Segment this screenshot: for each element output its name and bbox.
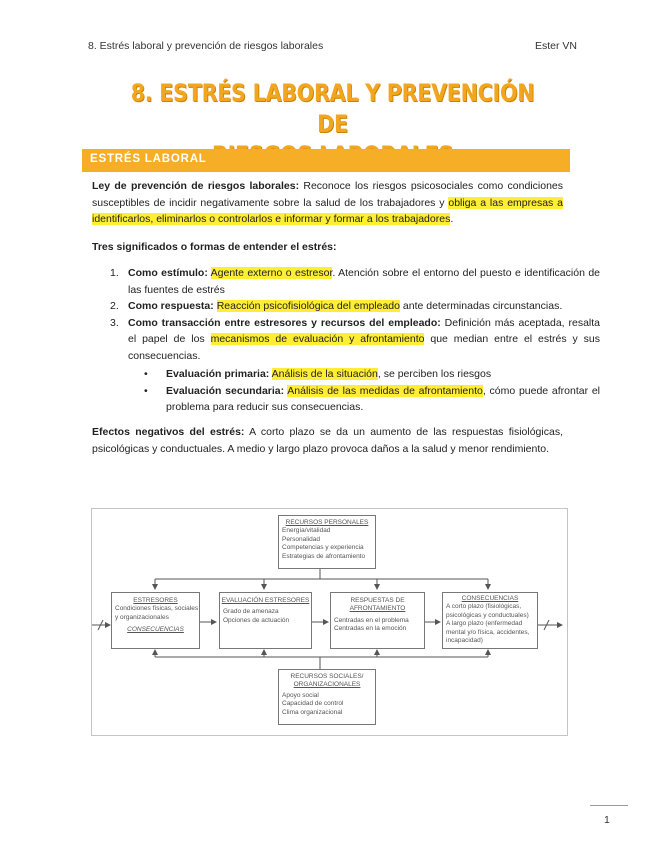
effects-paragraph [92, 424, 563, 457]
box-item: Estrategias de afrontamiento [282, 552, 366, 560]
box-item: Centradas en la emoción [334, 625, 407, 633]
box-item: incapacidad) [446, 637, 483, 645]
effects-label: Efectos negativos del estrés: [92, 426, 245, 438]
meanings-list [92, 265, 600, 416]
evaluation-highlight: Análisis de la situación [271, 368, 378, 380]
box-title: AFRONTAMIENTO [349, 605, 406, 613]
page-title-line1: 8. ESTRÉS LABORAL Y PREVENCIÓN DE [130, 79, 535, 138]
law-highlight: obliga a las empresas a identificarlos, eliminarlos o controlarlos e informar y formar a los trabajadores [92, 196, 563, 225]
box-item: Apoyo social [282, 691, 319, 699]
box-title: EVALUACIÓN ESTRESORES [221, 597, 310, 604]
meanings-heading-text: Tres significados o formas de entender el estrés: [92, 241, 337, 253]
evaluation-highlight: Análisis de las medidas de afrontamiento [287, 384, 483, 397]
law-end: . [450, 213, 454, 225]
meaning-text: Definición más aceptada, resalta el papel de los [128, 316, 600, 345]
list-item [110, 298, 600, 315]
meaning-text: ante determinadas circunstancias. [399, 300, 563, 312]
box-title: RECURSOS SOCIALES/ [290, 673, 364, 680]
evaluation-item [166, 366, 600, 383]
box-item: Clima organizacional [282, 708, 343, 716]
box-title: ORGANIZACIONALES [293, 681, 361, 689]
box-item: Condiciones físicas, sociales [115, 605, 199, 613]
footer-rule [590, 805, 628, 806]
stress-model-diagram [91, 508, 568, 736]
list-number: 2. [110, 300, 119, 312]
evaluation-list [128, 366, 600, 416]
box-item: Competencias y experiencia [282, 544, 364, 552]
evaluation-text: , se perciben los riesgos [377, 368, 492, 380]
list-item [110, 315, 600, 416]
evaluation-label: Evaluación secundaria: [166, 384, 285, 397]
box-title: ESTRESORES [133, 597, 178, 604]
meaning-highlight: Reacción psicofisiológica del empleado [216, 300, 400, 312]
box-item: Capacidad de control [282, 700, 344, 708]
box-item: Opciones de actuación [223, 616, 290, 624]
law-text: Reconoce los riesgos psicosociales como condiciones susceptibles de incidir negativamente sobre la salud de los trabajadores y [92, 180, 564, 209]
meaning-text-after: que median entre el estrés y sus consecuencias. [128, 333, 600, 362]
box-title: CONSECUENCIAS [461, 595, 519, 602]
effects-text: A corto plazo se da un aumento de las respuestas fisiológicas, psicológicas y conductuales. A medio y largo plazo provoca daños a la salud y menor rendimiento. [92, 426, 563, 455]
personal-resources-box [278, 515, 376, 569]
evaluation-item [166, 383, 600, 416]
box-title: RESPUESTAS DE [350, 597, 405, 604]
section-heading: ESTRÉS LABORAL [90, 153, 207, 165]
box-item: Centradas en el problema [334, 616, 409, 624]
evaluation-label: Evaluación primaria: [166, 368, 270, 380]
box-item: A largo plazo (enfermedad [446, 620, 523, 628]
law-paragraph [92, 178, 563, 228]
running-header [88, 40, 577, 52]
meaning-text: . Atención sobre el entorno del puesto e identificación de las fuentes de estrés [128, 267, 600, 296]
meanings-heading [92, 239, 563, 256]
box-item: mental y/o física, accidentes, [446, 628, 530, 636]
list-number: 3. [110, 316, 119, 329]
meaning-label: Como transacción entre estresores y recursos del empleado: [128, 316, 441, 329]
social-resources-box [278, 669, 376, 725]
box-item: Personalidad [282, 535, 320, 543]
box-item: y organizacionales [115, 613, 169, 621]
header-chapter: 8. Estrés laboral y prevención de riesgos laborales [88, 40, 324, 52]
coping-box [330, 592, 425, 649]
meaning-label: Como estímulo: [128, 267, 208, 279]
evaluation-box [219, 592, 312, 649]
meaning-label: Como respuesta: [128, 300, 214, 312]
box-title: RECURSOS PERSONALES [285, 519, 369, 526]
law-label: Ley de prevención de riesgos laborales: [92, 180, 300, 192]
evaluation-text: , cómo puede afrontar el problema para reducir sus consecuencias. [166, 384, 600, 413]
box-item: A corto plazo (fisiológicas, [446, 603, 522, 611]
box-footer: CONSECUENCIAS [127, 626, 184, 634]
box-item: psicológicas y conductuales) [446, 611, 529, 619]
stressors-box [111, 592, 200, 649]
section-heading-bar [82, 149, 570, 172]
list-item [110, 265, 600, 298]
header-author: Ester VN [534, 40, 577, 52]
box-item: Grado de amenaza [223, 608, 279, 616]
list-number: 1. [110, 267, 119, 279]
meaning-highlight: Agente externo o estresor [210, 267, 333, 279]
box-item: Energía/vitalidad [282, 527, 331, 535]
page-number: 1 [604, 814, 610, 826]
meaning-highlight: mecanismos de evaluación y afrontamiento [210, 333, 425, 345]
consequences-box [442, 592, 538, 649]
